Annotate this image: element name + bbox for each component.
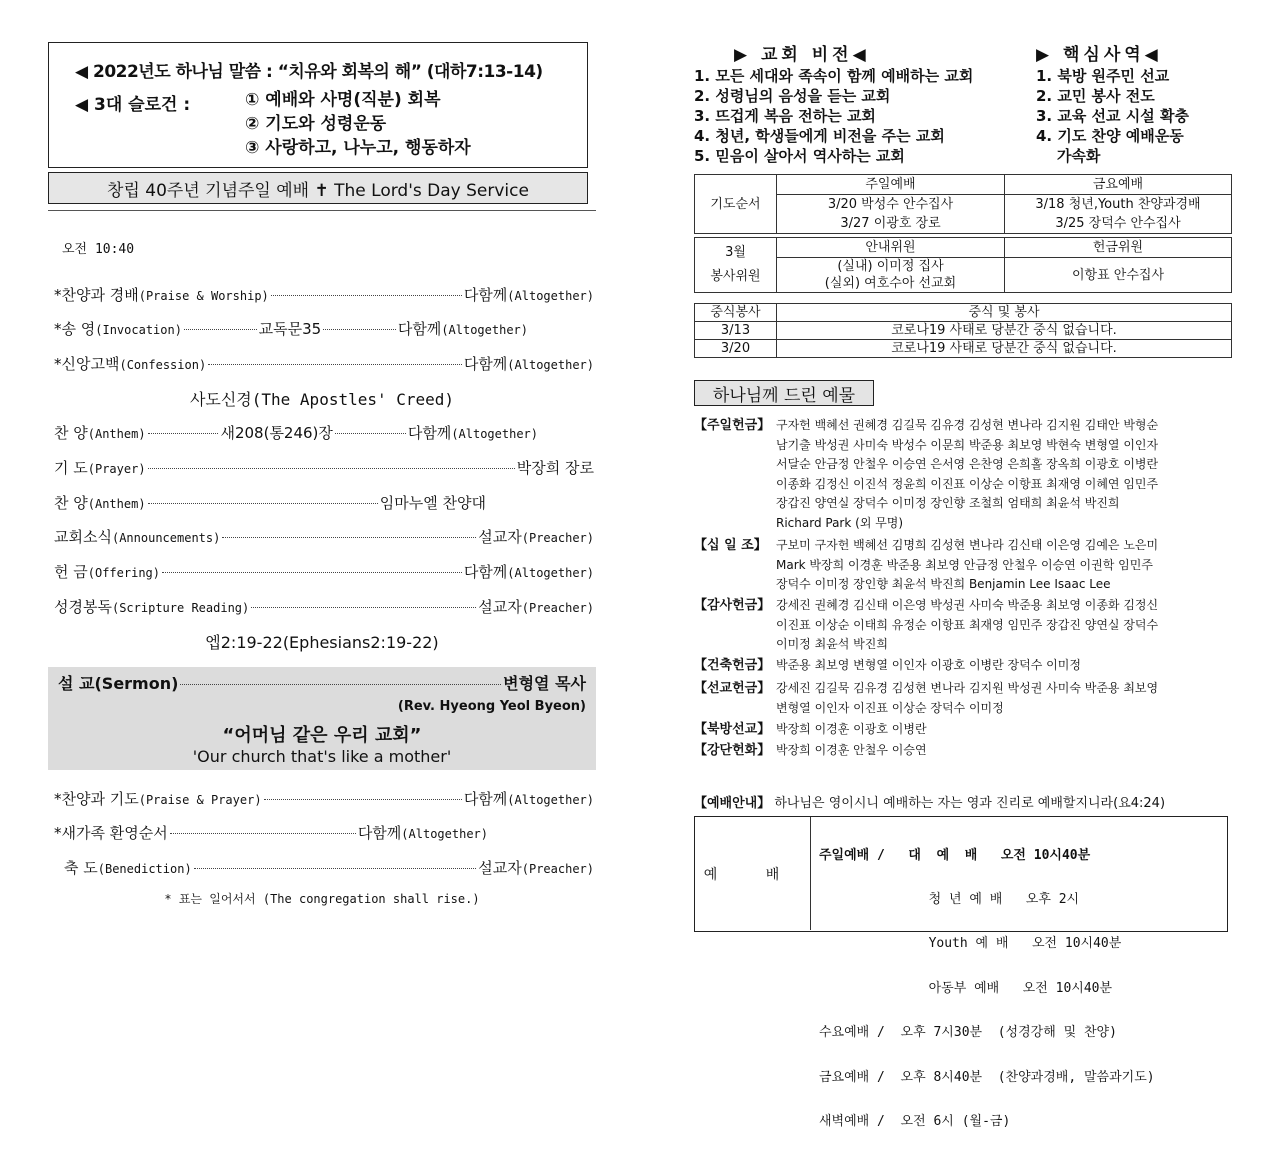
offering-group: 【북방선교】 박장희 이경훈 이광호 이병란 <box>694 722 927 737</box>
standing-note: * 표는 일어서서 (The congregation shall rise.) <box>164 892 480 906</box>
offering-group: 【강단헌화】 박장희 이경훈 안철우 이승연 <box>694 743 927 758</box>
offering-group: 【선교헌금】 강세진 김길묵 김유경 김성현 변나라 김지원 박성권 사미숙 박준용 최보영 변형열 이인자 이진표 이상순 장덕수 이미정 <box>694 681 1159 715</box>
offering-group: 【주일헌금】 구자헌 백혜선 권혜경 김길묵 김유경 김성현 변나라 김지원 김태안 박형순 남기출 박성권 사미숙 박성수 이문희 박준용 최보영 박현숙 변형열 이인자 서달순 안금정 안철우 이승연 은서영 은찬영 은희홀 장옥희 이광호 이병란 이종화 김정신 이진석 정윤희 이진표 이상순 이항표 최재영 이혜연 임민주 장갑진 양연실 장덕수 이미정 장인향 조철희 엄태희 최윤석 박진희 Richard Park (외 무명) <box>694 418 1159 530</box>
table-header: 중식봉사 <box>695 304 777 322</box>
worship-guide-verse: 하나님은 영이시니 예배하는 자는 영과 진리로 예배할지니라(요4:24) <box>774 796 1166 811</box>
list-item: 3. 뜨겁게 복음 전하는 교회 <box>694 107 876 125</box>
annual-verse: ◀ 2022년도 하나님 말씀 : “치유와 회복의 해” (대하7:13-14) <box>75 62 543 82</box>
table-cell: 기도순서 <box>695 175 777 234</box>
sermon-box <box>48 667 596 770</box>
table-cell: 코로나19 사태로 당분간 중식 없습니다. <box>777 322 1232 340</box>
order-row: 축 도 (Benediction) 설교자 (Preacher) <box>64 859 594 877</box>
sermon-title: “어머님 같은 우리 교회” <box>222 725 422 746</box>
offerings-heading: 하나님께 드린 예물 <box>694 380 874 406</box>
apostles-creed: 사도신경(The Apostles' Creed) <box>189 390 455 409</box>
slogan-label: ◀ 3대 슬로건 : <box>75 95 191 115</box>
slogans <box>75 90 587 162</box>
sermon-title-en: 'Our church that's like a mother' <box>192 747 452 766</box>
order-row: 교회소식 (Announcements) 설교자 (Preacher) <box>54 528 594 546</box>
preacher-name: 변형열 목사 <box>503 674 586 693</box>
worship-guide-label: 【예배안내】 <box>694 796 771 811</box>
table-cell: 3/13 <box>695 322 777 340</box>
list-item: 1. 북방 원주민 선교 <box>1036 67 1170 85</box>
service-time: 오전 10:40 <box>62 242 135 257</box>
list-item: 1. 모든 세대와 족속이 함께 예배하는 교회 <box>694 67 974 85</box>
table-cell: 3/20 <box>695 340 777 358</box>
list-item: 2. 교민 봉사 전도 <box>1036 87 1155 105</box>
table-header: 주일예배 <box>777 175 1005 195</box>
scripture-reference: 엡2:19-22(Ephesians2:19-22) <box>205 633 439 652</box>
list-item: 3. 교육 선교 시설 확충 <box>1036 107 1189 125</box>
table-header: 금요예배 <box>1005 175 1232 195</box>
table-header: 중식 및 봉사 <box>777 304 1232 322</box>
vision-list <box>694 66 973 166</box>
core-list <box>1036 66 1189 166</box>
order-row: 성경봉독 (Scripture Reading) 설교자 (Preacher) <box>54 598 594 616</box>
order-row: 기 도 (Prayer) 박장희 장로 <box>54 459 594 477</box>
table-header: 헌금위원 <box>1005 238 1232 258</box>
worship-guide <box>694 792 1165 811</box>
order-row: 찬 양 (Anthem) 새208(통246)장 다함께 (Altogether) <box>54 424 539 442</box>
slogan-item: ① 예배와 사명(직분) 회복 <box>245 90 441 110</box>
table-cell: (실외) 여호수아 선교회 <box>777 275 1005 293</box>
slogan-item: ② 기도와 성령운동 <box>245 114 387 134</box>
order-row: 찬 양 (Anthem) 임마누엘 찬양대 <box>54 494 486 512</box>
order-row: *송 영 (Invocation) 교독문35 다함께 (Altogether) <box>54 320 529 338</box>
list-item: 4. 기도 찬양 예배운동 <box>1036 127 1184 145</box>
sermon-row: 설 교(Sermon) 변형열 목사 <box>58 671 586 694</box>
vision-heading: ▶ 교회 비전◀ <box>734 45 870 65</box>
list-item: 5. 믿음이 살아서 역사하는 교회 <box>694 147 905 165</box>
list-item: 4. 청년, 학생들에게 비전을 주는 교회 <box>694 127 945 145</box>
schedule-label: 예 배 <box>695 817 811 930</box>
table-cell: 3월 봉사위원 <box>695 238 777 293</box>
order-row: *신앙고백 (Confession) 다함께 (Altogether) <box>54 355 594 373</box>
verse-box <box>48 42 588 168</box>
order-row: *새가족 환영순서 다함께 (Altogether) <box>54 824 488 842</box>
table-cell: (실내) 이미정 집사 <box>777 258 1005 276</box>
slogan-item: ③ 사랑하고, 나누고, 행동하자 <box>245 138 471 158</box>
worship-schedule <box>694 816 1228 1129</box>
order-row: 헌 금 (Offering) 다함께 (Altogether) <box>54 563 594 581</box>
service-title: 창립 40주년 기념주일 예배 ✝ The Lord's Day Service <box>48 172 588 204</box>
preacher-name-en: (Rev. Hyeong Yeol Byeon) <box>397 699 586 714</box>
table-cell: 이항표 안수집사 <box>1005 258 1232 293</box>
table-cell: 3/20 박성수 안수집사 <box>777 195 1005 215</box>
list-item: 2. 성령님의 음성을 듣는 교회 <box>694 87 891 105</box>
divider <box>48 210 596 211</box>
schedule-lines: 주일예배 / 대 예 배 오전 10시40분 청 년 예 배 오후 2시 Youth 예 배 오전 10시40분 아동부 예배 오전 10시40분 수요예배 / 오후 7시30분 (성경강해 및 찬양) 금요예배 / 오후 8시40분 (찬양과경배, 말씀과기도) 새벽예배 / 오전 6시 (월-금) <box>819 847 1155 1129</box>
table-header: 안내위원 <box>777 238 1005 258</box>
service-volunteer-table <box>694 237 1232 293</box>
order-row: *찬양과 경배 (Praise & Worship) 다함께 (Altogether) <box>54 286 594 304</box>
table-cell: 3/25 장덕수 안수집사 <box>1005 214 1232 234</box>
offering-group: 【건축헌금】 박준용 최보영 변형열 이인자 이광호 이병란 장덕수 이미정 <box>694 658 1081 673</box>
list-item: 가속화 <box>1036 147 1101 165</box>
lunch-table <box>694 303 1232 358</box>
table-cell: 3/27 이광호 장로 <box>777 214 1005 234</box>
prayer-table <box>694 174 1232 234</box>
table-cell: 3/18 청년,Youth 찬양과경배 <box>1005 195 1232 215</box>
offering-group: 【십 일 조】 구보미 구자헌 백혜선 김명희 김성현 변나라 김신태 이은영 김예은 노은미 Mark 박장희 이경훈 박준용 최보영 안금정 안철우 이승연 이권학 임민주 장덕수 이미정 장인향 최윤석 박진희 Benjamin Lee Isaac Lee <box>694 538 1159 592</box>
core-heading: ▶ 핵심사역◀ <box>1036 45 1162 65</box>
order-row: *찬양과 기도 (Praise & Prayer) 다함께 (Altogether) <box>54 790 594 808</box>
offering-group: 【감사헌금】 강세진 권혜경 김신태 이은영 박성권 사미숙 박준용 최보영 이종화 김정신 이진표 이상순 이태희 유정순 이항표 최재영 임민주 장갑진 양연실 장덕수 이미정 최윤석 박진희 <box>694 598 1159 652</box>
table-cell: 코로나19 사태로 당분간 중식 없습니다. <box>777 340 1232 358</box>
